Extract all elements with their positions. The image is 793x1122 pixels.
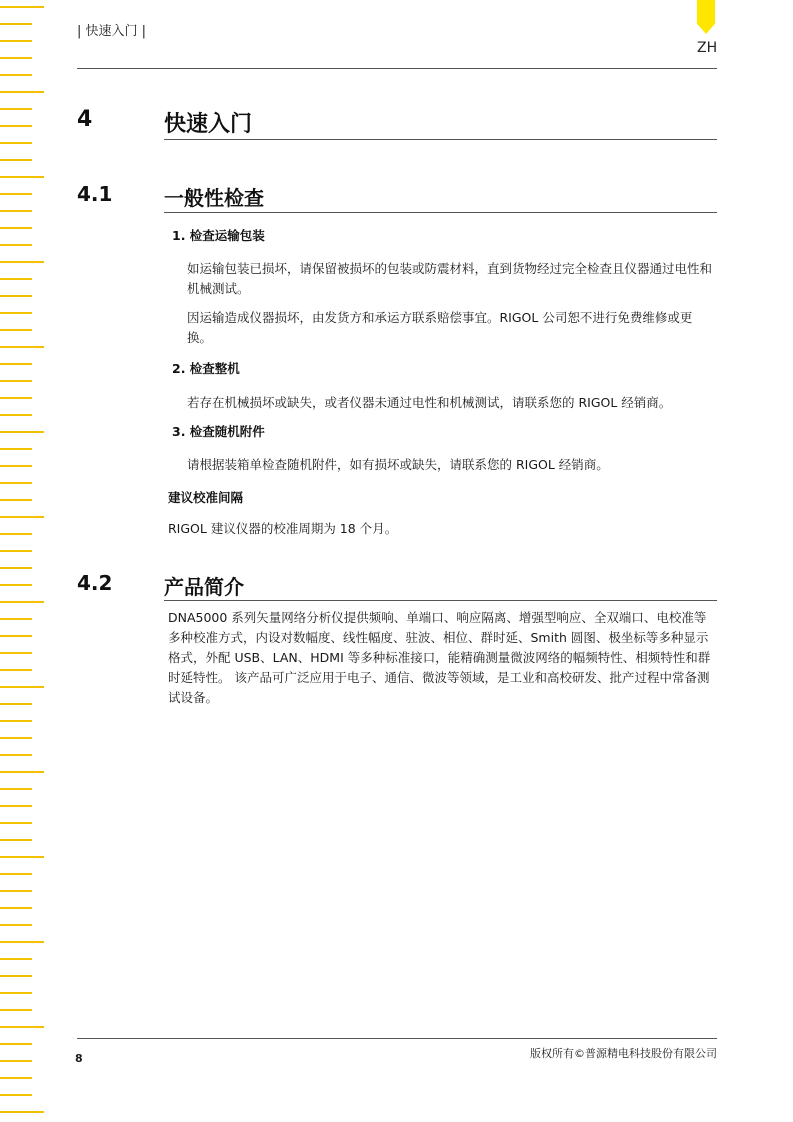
section-number: 4.1 [77,182,113,206]
language-label: ZH [697,40,718,56]
ruler-tick [0,295,32,297]
paragraph: 请根据装箱单检查随机附件，如有损坏或缺失，请联系您的 RIGOL 经销商。 [187,457,609,472]
ruler-tick [0,550,32,552]
ruler-tick [0,6,44,8]
ruler-tick [0,312,32,314]
ruler-tick [0,23,32,25]
ruler-tick [0,635,32,637]
ruler-tick [0,465,32,467]
ruler-tick [0,856,44,858]
section-title-rule [164,212,717,213]
ruler-tick [0,720,32,722]
ruler-tick [0,482,32,484]
paragraph: 若存在机械损坏或缺失，或者仪器未通过电性和机械测试，请联系您的 RIGOL 经销商。 [187,395,672,410]
ruler-tick [0,890,32,892]
ruler-tick [0,669,32,671]
header-divider [77,68,717,69]
ruler-tick [0,380,32,382]
ruler-tick [0,210,32,212]
ruler-tick [0,533,32,535]
ruler-tick [0,499,32,501]
ruler-tick [0,142,32,144]
ruler-tick [0,1043,32,1045]
ruler-tick [0,737,32,739]
ruler-tick [0,703,32,705]
subheading-transport-packaging: 1. 检查运输包装 [172,228,265,243]
ruler-tick [0,57,32,59]
copyright-notice: 版权所有©普源精电科技股份有限公司 [530,1047,717,1060]
page-edge-ruler [0,0,48,1122]
ruler-tick [0,1009,32,1011]
ruler-tick [0,601,44,603]
ruler-tick [0,414,32,416]
ruler-tick [0,176,44,178]
subheading-check-accessories: 3. 检查随机附件 [172,424,265,439]
ruler-tick [0,618,32,620]
ruler-tick [0,431,44,433]
ruler-tick [0,397,32,399]
ruler-tick [0,958,32,960]
page-number: 8 [75,1052,83,1065]
ruler-tick [0,74,32,76]
ruler-tick [0,91,44,93]
ruler-tick [0,1060,32,1062]
paragraph: 如运输包装已损坏，请保留被损坏的包装或防震材料，直到货物经过完全检查且仪器通过电性和机械测试。 [187,261,713,296]
ruler-tick [0,584,32,586]
ruler-tick [0,108,32,110]
subheading-check-unit: 2. 检查整机 [172,361,240,376]
chapter-title-rule [164,139,717,140]
ruler-tick [0,839,32,841]
footer-divider [77,1038,717,1039]
ruler-tick [0,788,32,790]
ruler-tick [0,907,32,909]
ruler-tick [0,1077,32,1079]
ruler-tick [0,686,44,688]
section-title-rule [164,600,717,601]
subheading-calibration-interval: 建议校准间隔 [168,490,244,505]
ruler-tick [0,159,32,161]
chapter-title: 快速入门 [164,112,253,137]
ruler-tick [0,1094,32,1096]
ruler-tick [0,448,32,450]
ruler-tick [0,941,44,943]
ruler-tick [0,924,32,926]
ruler-tick [0,873,32,875]
paragraph: 因运输造成仪器损坏，由发货方和承运方联系赔偿事宜。RIGOL 公司恕不进行免费维修或更换。 [187,310,693,345]
ruler-tick [0,227,32,229]
section-title: 产品简介 [164,575,244,599]
ruler-tick [0,992,32,994]
paragraph: RIGOL 建议仪器的校准周期为 18 个月。 [168,521,398,536]
chapter-number: 4 [77,107,93,132]
ruler-tick [0,1026,44,1028]
ruler-tick [0,771,44,773]
ruler-tick [0,754,32,756]
ruler-tick [0,125,32,127]
ruler-tick [0,516,44,518]
ruler-tick [0,278,32,280]
paragraph-product-intro: DNA5000 系列矢量网络分析仪提供频响、单端口、响应隔离、增强型响应、全双端口、电校准等多种校准方式，内设对数幅度、线性幅度、驻波、相位、群时延、Smith 圆图、极坐标等多种显示格式，外配 USB、LAN、HDMI 等多种标准接口，能精确测量微波网络的幅频特性、相频特性和群时延特性。 该产品可广泛应用于电子、通信、微波等领域，是工业和高校研发、批产过程中常备测试设备。 [168,610,711,705]
ruler-tick [0,567,32,569]
ruler-tick [0,1111,44,1113]
running-header: | 快速入门 | [77,24,147,39]
ruler-tick [0,363,32,365]
section-number: 4.2 [77,571,113,595]
ruler-tick [0,193,32,195]
ruler-tick [0,975,32,977]
ruler-tick [0,244,32,246]
ruler-tick [0,261,44,263]
ruler-tick [0,346,44,348]
ruler-tick [0,822,32,824]
ruler-tick [0,40,32,42]
section-title: 一般性检查 [164,186,264,210]
language-tab-marker [697,0,715,34]
ruler-tick [0,805,32,807]
ruler-tick [0,652,32,654]
ruler-tick [0,329,32,331]
